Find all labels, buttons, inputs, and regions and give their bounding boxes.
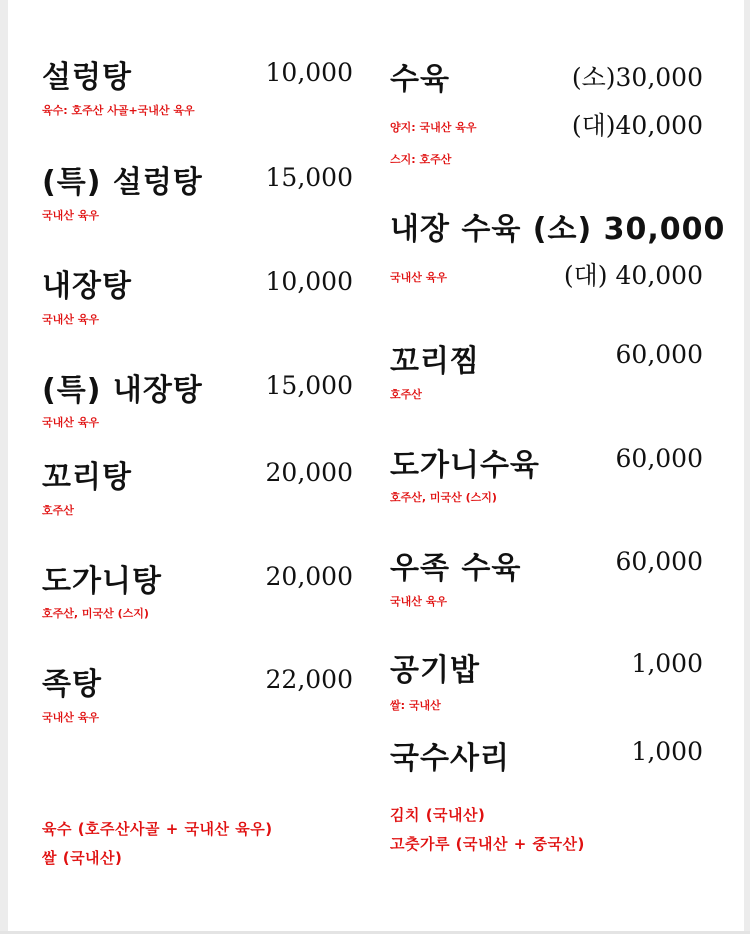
menu-item-origin-note: 양지: 국내산 육우 xyxy=(390,121,477,134)
menu-item-price: 22,000 xyxy=(265,665,353,694)
menu-item-price: 15,000 xyxy=(265,371,353,400)
menu-item-price-large: (대)40,000 xyxy=(571,111,703,140)
footer-origin-note: 육수 (호주산사골 + 국내산 육우) xyxy=(42,820,273,838)
menu-item-name: 국수사리 xyxy=(390,741,510,776)
menu-item-name: 우족 수육 xyxy=(390,551,522,586)
menu-item-name: 족탕 xyxy=(42,667,102,702)
menu-item-origin-note: 국내산 육우 xyxy=(390,271,447,284)
menu-item-origin-note: 국내산 육우 xyxy=(42,313,99,326)
menu-item-name: (특) 설렁탕 xyxy=(42,165,203,200)
menu-item-name: 내장탕 xyxy=(42,269,132,304)
menu-item-price: 60,000 xyxy=(615,444,703,473)
menu-item-name: 설렁탕 xyxy=(42,60,132,95)
menu-item-price: 20,000 xyxy=(265,458,353,487)
menu-item-origin-note: 호주산 xyxy=(42,504,74,517)
menu-item-name: 꼬리찜 xyxy=(390,344,480,379)
footer-origin-note: 김치 (국내산) xyxy=(390,806,486,824)
menu-item-origin-note: 국내산 육우 xyxy=(42,711,99,724)
menu-item-name: 도가니수육 xyxy=(390,448,540,483)
footer-origin-note: 쌀 (국내산) xyxy=(42,849,123,867)
menu-item-price: 20,000 xyxy=(265,562,353,591)
menu-item-name: 내장 수육 (소) 30,000 xyxy=(390,212,726,247)
menu-item-origin-note: 호주산, 미국산 (스지) xyxy=(42,607,149,620)
menu-item-origin-note: 육수: 호주산 사골+국내산 육우 xyxy=(42,104,195,117)
menu-item-price: 1,000 xyxy=(631,737,703,766)
footer-origin-note: 고춧가루 (국내산 + 중국산) xyxy=(390,835,585,853)
menu-item-origin-note: 호주산 xyxy=(390,388,422,401)
menu-item-price: 60,000 xyxy=(615,547,703,576)
menu-item-origin-note: 쌀: 국내산 xyxy=(390,699,441,712)
menu-item-price: 10,000 xyxy=(265,267,353,296)
menu-item-price: 1,000 xyxy=(631,649,703,678)
menu-item-origin-note: 호주산, 미국산 (스지) xyxy=(390,491,497,504)
menu-item-name: (특) 내장탕 xyxy=(42,373,203,408)
menu-item-origin-note: 국내산 육우 xyxy=(42,416,99,429)
menu-item-price: 60,000 xyxy=(615,340,703,369)
menu-item-price-small: (소)30,000 xyxy=(571,63,703,92)
menu-item-name: 수육 xyxy=(390,62,450,97)
page-frame-right xyxy=(744,0,750,934)
menu-item-name: 도가니탕 xyxy=(42,564,162,599)
menu-item-origin-note: 스지: 호주산 xyxy=(390,153,452,166)
menu-item-price-large: (대) 40,000 xyxy=(563,261,703,290)
menu-item-name: 공기밥 xyxy=(390,653,480,688)
menu-item-price: 10,000 xyxy=(265,58,353,87)
menu-item-origin-note: 국내산 육우 xyxy=(390,595,447,608)
page-frame-left xyxy=(0,0,8,934)
menu-item-name: 꼬리탕 xyxy=(42,460,132,495)
menu-item-origin-note: 국내산 육우 xyxy=(42,209,99,222)
menu-item-price: 15,000 xyxy=(265,163,353,192)
